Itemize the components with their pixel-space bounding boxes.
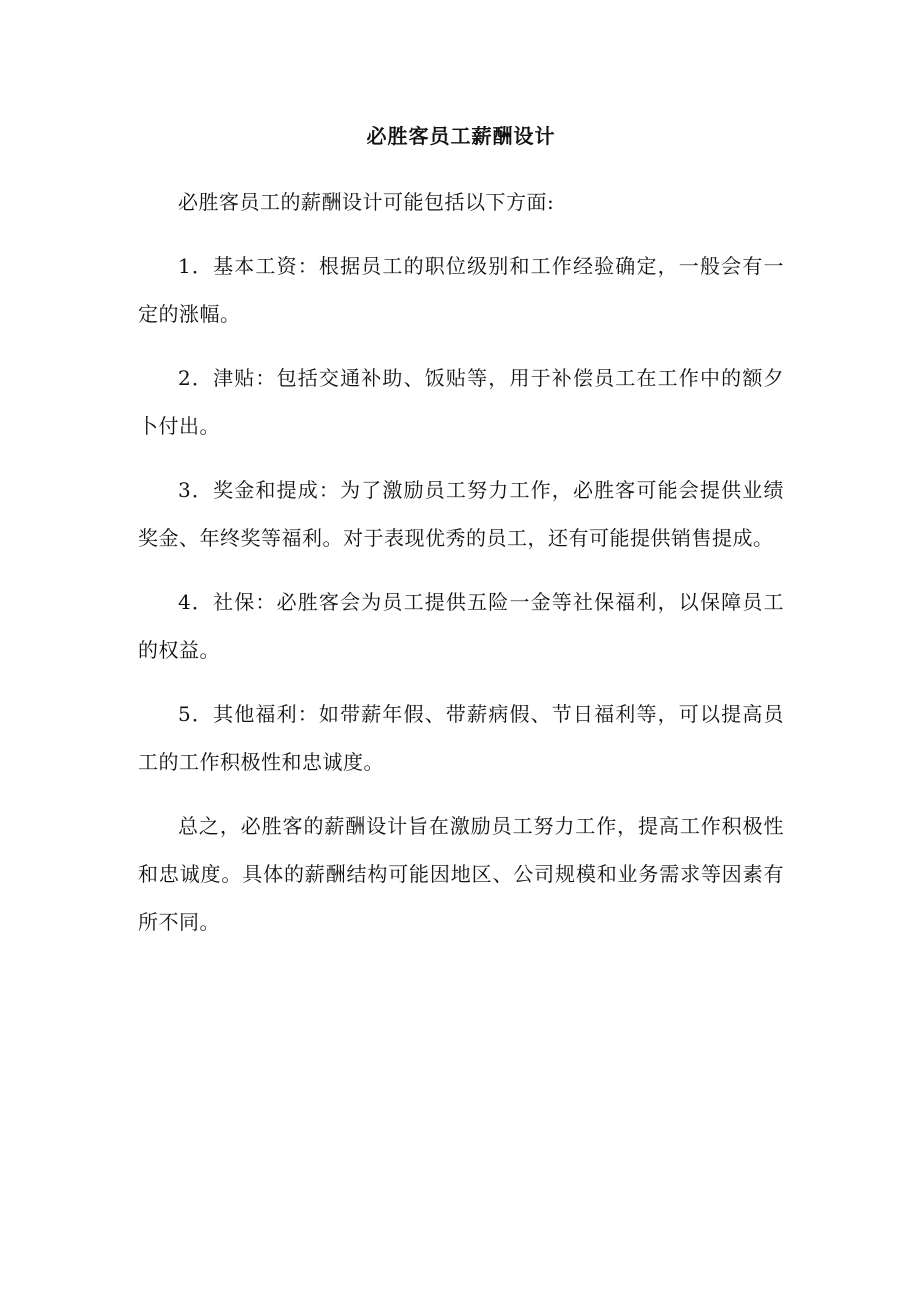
other-benefits-paragraph: 5．其他福利：如带薪年假、带薪病假、节日福利等，可以提高员工的工作积极性和忠诚度。: [138, 702, 784, 774]
bonus-commission-paragraph: 3．奖金和提成：为了激励员工努力工作，必胜客可能会提供业绩奖金、年终奖等福利。对于表现优秀的员工，还有可能提供销售提成。: [138, 478, 784, 550]
social-insurance-paragraph: 4．社保：必胜客会为员工提供五险一金等社保福利，以保障员工的权益。: [138, 590, 784, 662]
document-page: [138, 118, 784, 962]
summary-paragraph: 总之，必胜客的薪酬设计旨在激励员工努力工作，提高工作积极性和忠诚度。具体的薪酬结构可能因地区、公司规模和业务需求等因素有所不同。: [138, 814, 784, 934]
allowance-paragraph: 2．津贴：包括交通补助、饭贴等，用于补偿员工在工作中的额夕卜付出。: [138, 366, 784, 438]
document-title: 必胜客员工薪酬设计: [366, 124, 556, 148]
intro-paragraph: 必胜客员工的薪酬设计可能包括以下方面:: [178, 190, 555, 214]
basic-salary-paragraph: 1．基本工资：根据员工的职位级别和工作经验确定，一般会有一定的涨幅。: [138, 254, 784, 326]
